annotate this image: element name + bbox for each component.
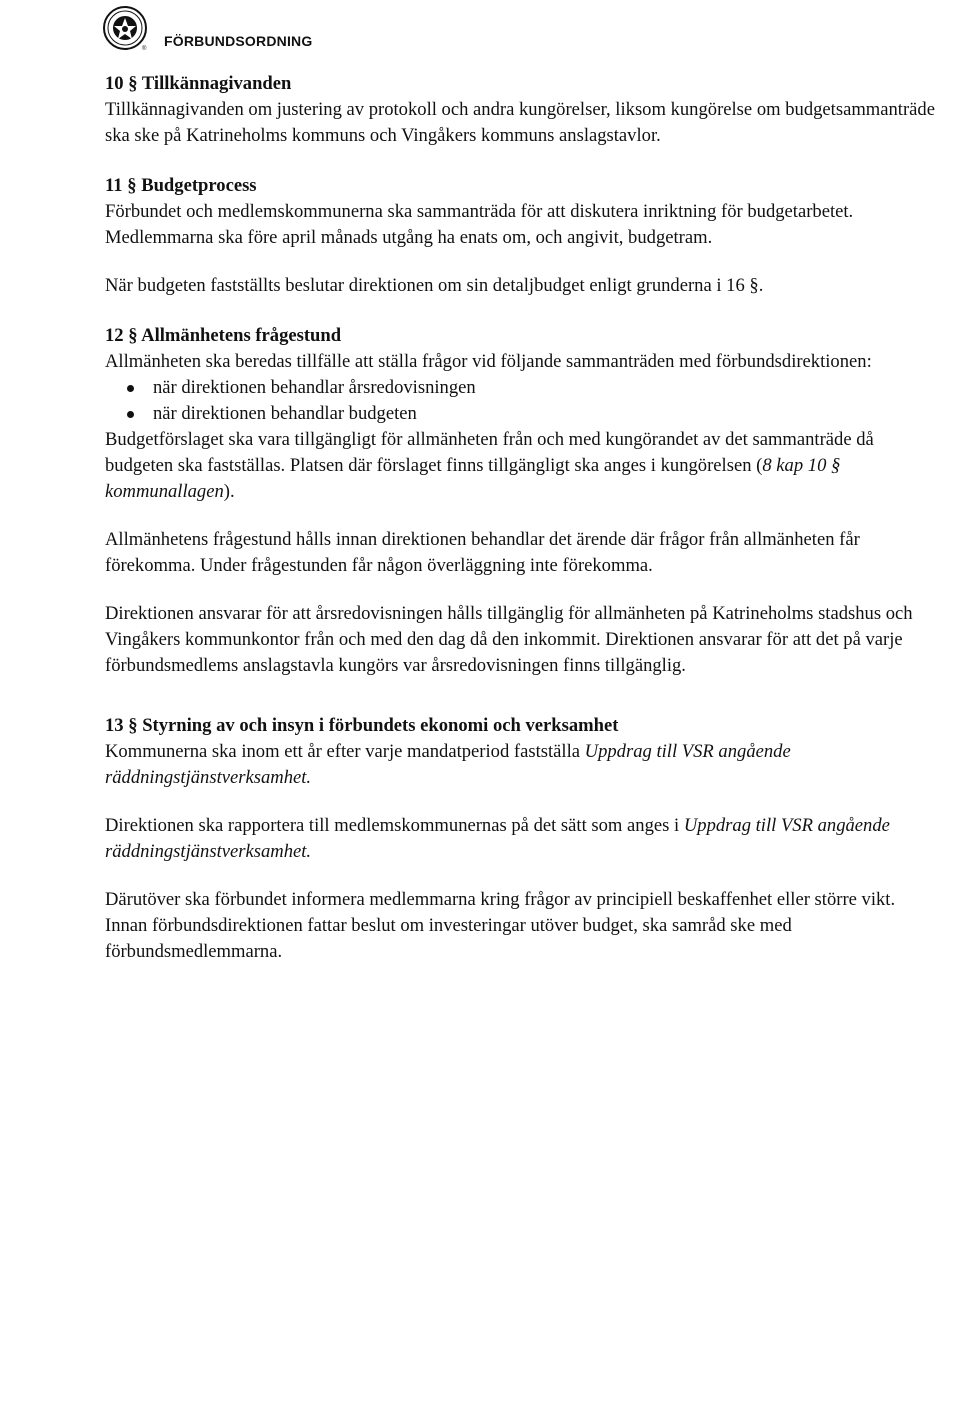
svg-text:®: ® (142, 46, 147, 52)
list-item-text: när direktionen behandlar årsredovisningen (153, 377, 476, 398)
section-sign: § (128, 73, 138, 94)
section-sign: § (128, 325, 138, 346)
section-heading-10 (105, 71, 935, 97)
section-sign: § (128, 715, 138, 736)
organization-seal-logo (100, 4, 158, 52)
document-reference: Uppdrag till VSR angående räddningstjänstverksamhet. (105, 815, 890, 862)
section-13-paragraph-2 (105, 813, 935, 865)
document-reference: Uppdrag till VSR angående räddningstjänstverksamhet. (105, 741, 791, 788)
section-heading-text: Styrning av och insyn i förbundets ekonomi och verksamhet (142, 715, 619, 736)
section-heading-text: Allmänhetens frågestund (141, 325, 342, 346)
law-reference: 8 kap 10 § kommunallagen (105, 455, 841, 502)
section-heading-12 (105, 323, 935, 349)
document-type-label: FÖRBUNDSORDNING (164, 33, 313, 49)
section-number: 11 (105, 175, 123, 196)
section-12-intro: Allmänheten ska beredas tillfälle att ställa frågor vid följande sammanträden med förbundsdirektionen: (105, 351, 872, 372)
section-heading-13 (105, 713, 935, 739)
paragraph-text: Kommunerna ska inom ett år efter varje mandatperiod fastställa (105, 741, 585, 762)
section-10-paragraph: Tillkännagivanden om justering av protokoll och andra kungörelser, liksom kungörelse om budgetsammanträde ska ske på Katrineholms kommuns och Vingåkers kommuns anslagstavlor. (105, 99, 935, 146)
page-header (100, 2, 312, 52)
bullet-list (105, 375, 935, 427)
section-12-paragraph-2: Allmänhetens frågestund hålls innan direktionen behandlar det ärende där frågor från allmänheten får förekomma. Under frågestunden får någon överläggning inte förekomma. (105, 529, 860, 576)
section-heading-text: Budgetprocess (141, 175, 257, 196)
section-number: 13 (105, 715, 124, 736)
section-12-paragraph-3: Direktionen ansvarar för att årsredovisningen hålls tillgänglig för allmänheten på Katrineholms stadshus och Vingåkers kommunkontor från och med den dag då den inkommit. Direktionen ansvarar för att det på varje förbundsmedlems anslagstavla kungörs var årsredovisningen finns tillgänglig. (105, 603, 913, 676)
document-body (105, 71, 935, 965)
paragraph-text: Budgetförslaget ska vara tillgängligt för allmänheten från och med kungörandet av det sammanträde då budgeten ska fastställas. Platsen där förslaget finns tillgängligt ska anges i kungörelsen ( (105, 429, 874, 476)
bullet-icon (127, 411, 134, 418)
section-12-budget-paragraph (105, 427, 935, 505)
section-number: 10 (105, 73, 124, 94)
section-sign: § (127, 175, 137, 196)
list-item (127, 375, 935, 401)
section-heading-11 (105, 173, 935, 199)
list-item (127, 401, 935, 427)
section-number: 12 (105, 325, 124, 346)
section-13-paragraph-1 (105, 739, 935, 791)
list-item-text: när direktionen behandlar budgeten (153, 403, 417, 424)
paragraph-text-end: ). (223, 481, 235, 502)
section-11-paragraph: Förbundet och medlemskommunerna ska sammanträda för att diskutera inriktning för budgetarbetet. Medlemmarna ska före april månads utgång ha enats om, och angivit, budgetram. (105, 201, 854, 248)
section-heading-text: Tillkännagivanden (141, 73, 292, 94)
paragraph-text: Direktionen ska rapportera till medlemskommunernas på det sätt som anges i (105, 815, 684, 836)
section-13-paragraph-3: Därutöver ska förbundet informera medlemmarna kring frågor av principiell beskaffenhet eller större vikt. Innan förbundsdirektionen fattar beslut om investeringar utöver budget, ska samråd ske med förbundsmedlemmarna. (105, 889, 896, 962)
bullet-icon (127, 385, 134, 392)
section-11-paragraph-2: När budgeten fastställts beslutar direktionen om sin detaljbudget enligt grunderna i 16 §. (105, 275, 764, 296)
